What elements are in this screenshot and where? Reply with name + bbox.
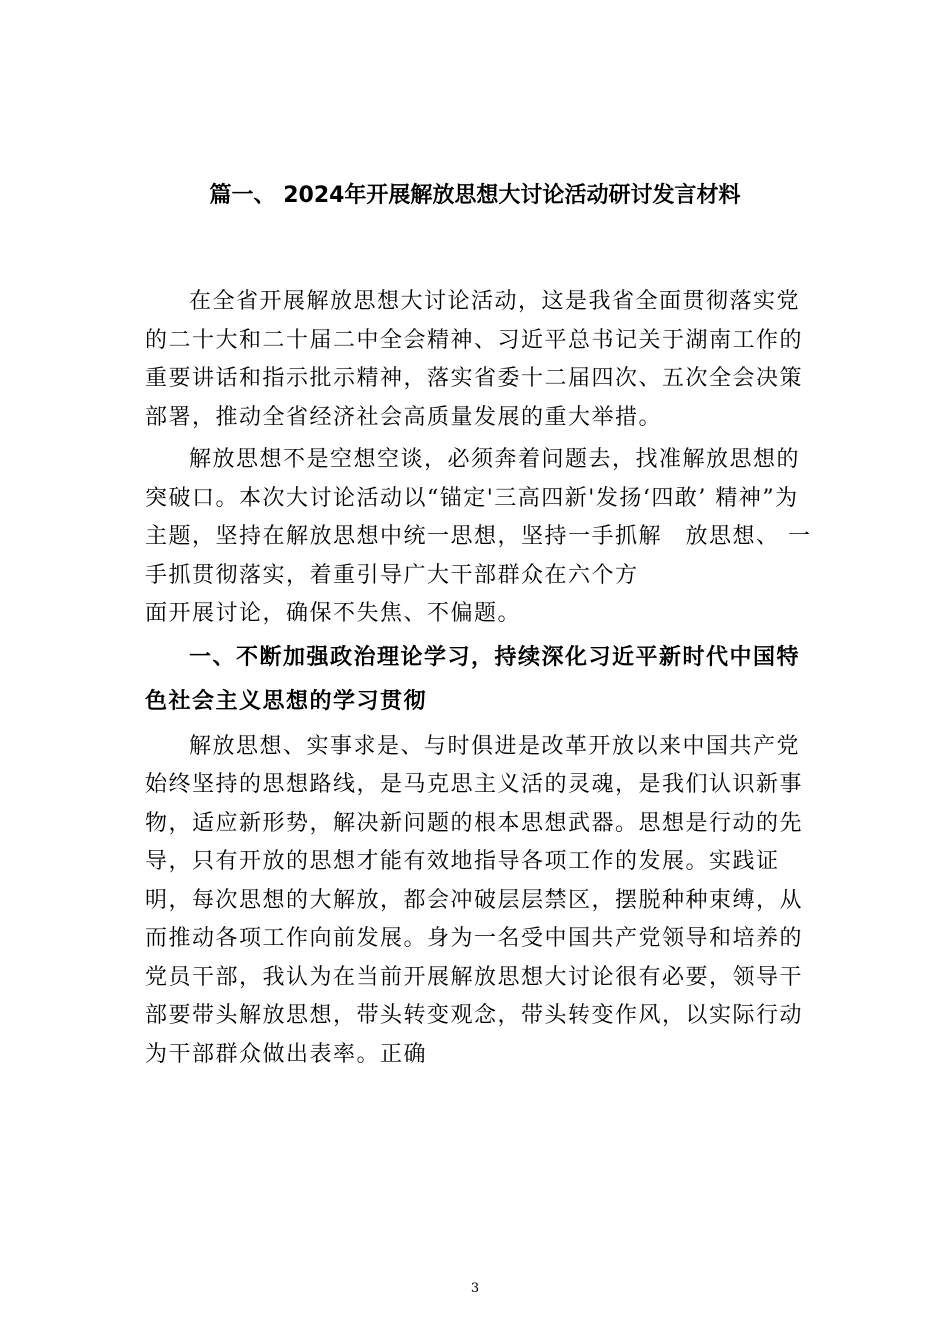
paragraph-breakthrough: 解放思想不是空想空谈，必须奔着问题去，找准解放思想的突破口。本次大讨论活动以“锚定'三高四新'发扬‘四敢’ 精神”为主题，坚持在解放思想中统一思想，坚持一手抓解 放思想、 一手抓贯彻落实，着重引导广大干部群众在六个方 xyxy=(145,447,812,588)
document-title: 篇一、 2024年开展解放思想大讨论活动研讨发言材料 xyxy=(209,183,741,208)
paragraph-section-one: 解放思想、实事求是、与时俱进是改革开放以来中国共产党始终坚持的思想路线，是马克思主义活的灵魂，是我们认识新事物，适应新形势，解决新问题的根本思想武器。思想是行动的先导，只有开放的思想才能有效地指导各项工作的发展。实践证明，每次思想的大解放，都会冲破层层禁区，摆脱种种束缚，从而推动各项工作向前发展。身为一名受中国共产党领导和培养的党员干部，我认为在当前开展解放思想大讨论很有必要，领导干部要带头解放思想，带头转变观念，带头转变作风，以实际行动为干部群众做出表率。正确 xyxy=(145,733,804,1067)
page-number: 3 xyxy=(470,1281,480,1296)
paragraph-continuation: 面开展讨论，确保不失焦、不偏题。 xyxy=(145,601,522,626)
document-body xyxy=(145,283,813,1074)
section-heading-one: 一、不断加强政治理论学习，持续深化习近平新时代中国特色社会主义思想的学习贯彻 xyxy=(145,644,801,714)
paragraph-intro: 在全省开展解放思想大讨论活动，这是我省全面贯彻落实党的二十大和二十届二中全会精神、习近平总书记关于湖南工作的重要讲话和指示批示精神，落实省委十二届四次、五次全会决策部署，推动全省经济社会高质量发展的重大举措。 xyxy=(145,289,804,430)
